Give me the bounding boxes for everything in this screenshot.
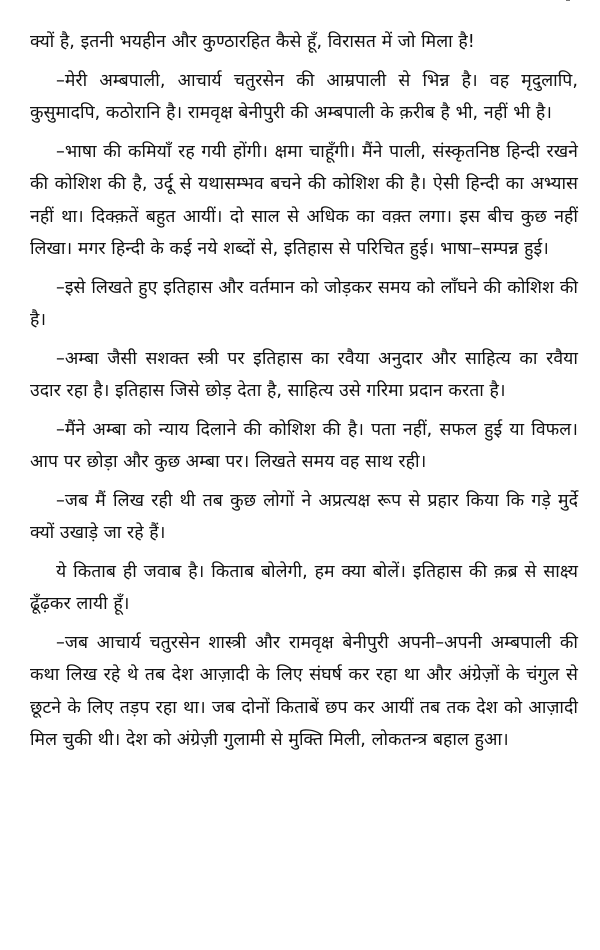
paragraph: ये किताब ही जवाब है। किताब बोलेगी, हम क्या बोलें। इतिहास की क़ब्र से साक्ष्य ढूँढ़कर लायी हूँ।	[30, 561, 578, 614]
paragraph: –मैंने अम्बा को न्याय दिलाने की कोशिश की है। पता नहीं, सफल हुई या विफल। आप पर छोड़ा और कुछ अम्बा पर। लिखते समय वह साथ रही।	[30, 419, 578, 472]
paragraph: –मेरी अम्बपाली, आचार्य चतुरसेन की आम्रपाली से भिन्न है। वह मृदुलापि, कुसुमादपि, कठोरानि है। रामवृक्ष बेनीपुरी की अम्बपाली के क़रीब है भी, नहीं भी है।	[30, 70, 578, 123]
paragraph: क्यों है, इतनी भयहीन और कुण्ठारहित कैसे हूँ, विरासत में जो मिला है!	[30, 32, 475, 52]
page-corner-mark	[566, 0, 570, 4]
paragraph: –भाषा की कमियाँ रह गयी होंगी। क्षमा चाहूँगी। मैंने पाली, संस्कृतनिष्ठ हिन्दी रखने की कोशिश की है, उर्दू से यथासम्भव बचने की कोशिश की है। ऐसी हिन्दी का अभ्यास नहीं था। दिक्क़तें बहुत आयीं। दो साल से अधिक का वक़्त लगा। इस बीच कुछ नहीं लिखा। मगर हिन्दी के कई नये शब्दों से, इतिहास से परिचित हुई। भाषा–सम्पन्न हुई।	[30, 141, 578, 259]
paragraph: –इसे लिखते हुए इतिहास और वर्तमान को जोड़कर समय को लाँघने की कोशिश की है।	[30, 277, 578, 330]
paragraph: –अम्बा जैसी सशक्त स्त्री पर इतिहास का रवैया अनुदार और साहित्य का रवैया उदार रहा है। इतिहास जिसे छोड़ देता है, साहित्य उसे गरिमा प्रदान करता है।	[30, 348, 578, 401]
paragraph: –जब आचार्य चतुरसेन शास्त्री और रामवृक्ष बेनीपुरी अपनी–अपनी अम्बपाली की कथा लिख रहे थे तब देश आज़ादी के लिए संघर्ष कर रहा था और अंग्रेज़ों के चंगुल से छूटने के लिए तड़प रहा था। जब दोनों किताबें छप कर आयीं तब तक देश को आज़ादी मिल चुकी थी। देश को अंग्रेज़ी गुलामी से मुक्ति मिली, लोकतन्त्र बहाल हुआ।	[30, 632, 578, 750]
paragraph: –जब मैं लिख रही थी तब कुछ लोगों ने अप्रत्यक्ष रूप से प्रहार किया कि गड़े मुर्दे क्यों उखाड़े जा रहे हैं।	[30, 490, 578, 543]
